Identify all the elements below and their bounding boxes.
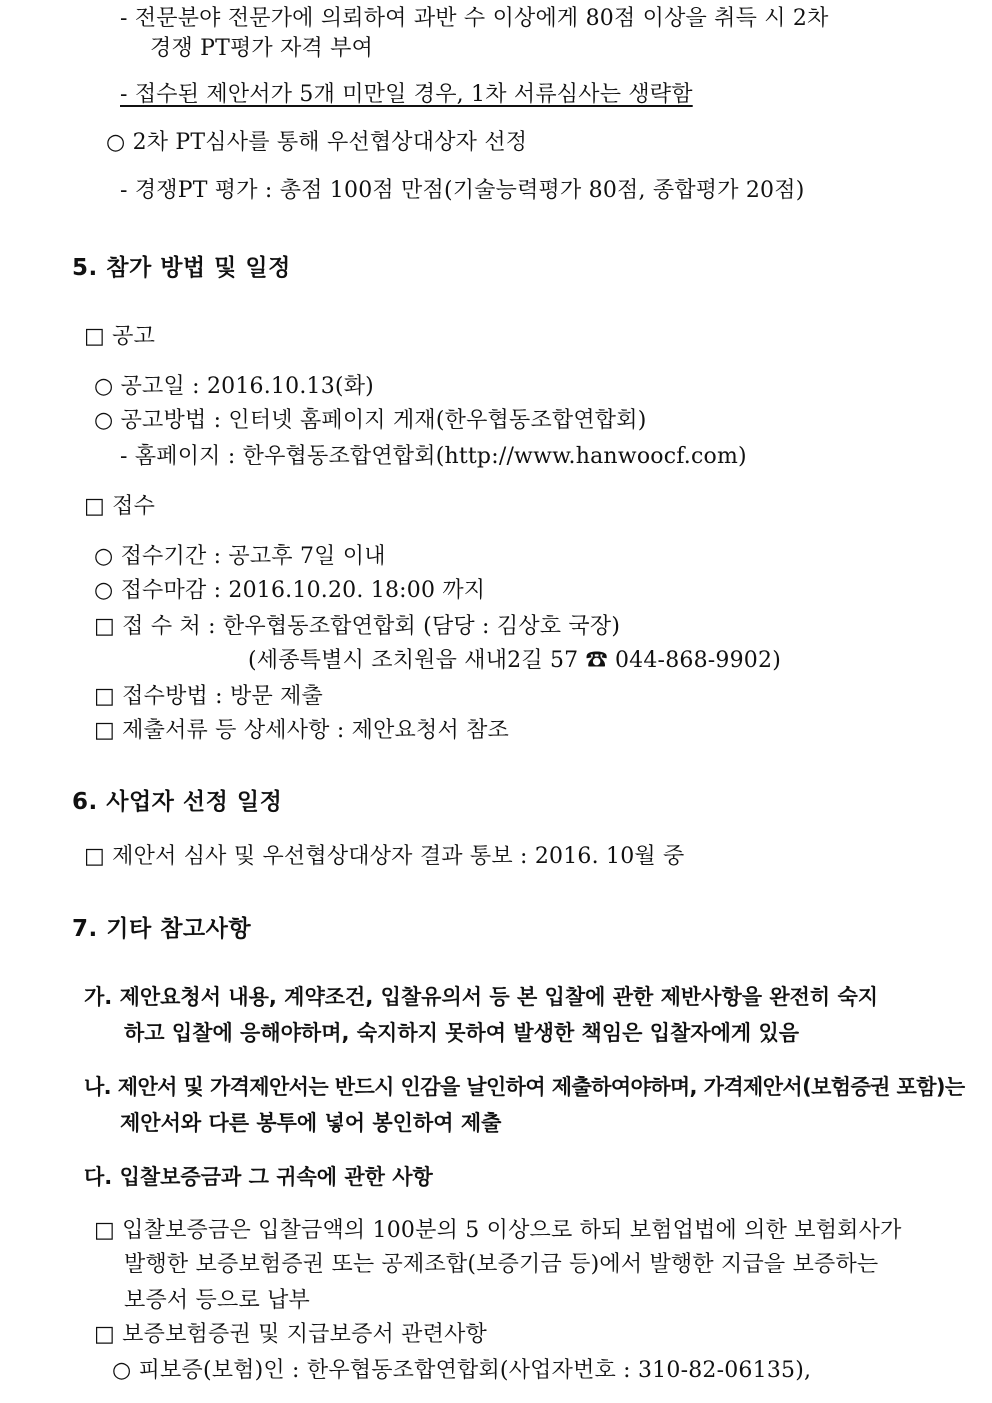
note-da-heading: 다. 입찰보증금과 그 귀속에 관한 사항 — [84, 1165, 433, 1189]
notice-date: ○ 공고일 : 2016.10.13(화) — [94, 374, 374, 399]
insured-party-line: ○ 피보증(보험)인 : 한우협동조합연합회(사업자번호 : 310-82-06135), — [112, 1358, 812, 1383]
receipt-deadline: ○ 접수마감 : 2016.10.20. 18:00 까지 — [94, 578, 486, 603]
document-review-skip-note — [120, 80, 693, 110]
document-review-skip-text: - 접수된 제안서가 5개 미만일 경우, 1차 서류심사는 생략함 — [120, 82, 693, 107]
bid-bond-line-3: 보증서 등으로 납부 — [124, 1288, 311, 1313]
receipt-place: □ 접 수 처 : 한우협동조합연합회 (담당 : 김상호 국장) — [94, 614, 621, 639]
note-ga-line-2: 하고 입찰에 응해야하며, 숙지하지 못하여 발생한 책임은 입찰자에게 있음 — [124, 1021, 800, 1045]
guarantee-related-title: □ 보증보험증권 및 지급보증서 관련사항 — [94, 1322, 487, 1347]
eval-criteria-line-1: - 전문분야 전문가에 의뢰하여 과반 수 이상에게 80점 이상을 취득 시 2차 — [120, 6, 829, 31]
notice-title: □ 공고 — [84, 324, 156, 349]
note-ga-line-1: 가. 제안요청서 내용, 계약조건, 입찰유의서 등 본 입찰에 관한 제반사항을 완전히 숙지 — [84, 985, 879, 1009]
bid-bond-line-1: □ 입찰보증금은 입찰금액의 100분의 5 이상으로 하되 보험업법에 의한 보험회사가 — [94, 1218, 902, 1243]
receipt-docs: □ 제출서류 등 상세사항 : 제안요청서 참조 — [94, 718, 509, 743]
eval-criteria-line-2: 경쟁 PT평가 자격 부여 — [150, 36, 374, 61]
section-6-heading: 6. 사업자 선정 일정 — [72, 789, 283, 815]
selection-schedule-item: □ 제안서 심사 및 우선협상대상자 결과 통보 : 2016. 10월 중 — [84, 844, 685, 869]
receipt-method: □ 접수방법 : 방문 제출 — [94, 684, 323, 709]
pt-score-line: - 경쟁PT 평가 : 총점 100점 만점(기술능력평가 80점, 종합평가 20점) — [120, 178, 805, 203]
receipt-period: ○ 접수기간 : 공고후 7일 이내 — [94, 544, 386, 569]
notice-method: ○ 공고방법 : 인터넷 홈페이지 게재(한우협동조합연합회) — [94, 408, 647, 433]
receipt-address: (세종특별시 조치원읍 새내2길 57 ☎ 044-868-9902) — [248, 648, 781, 673]
bid-bond-line-2: 발행한 보증보험증권 또는 공제조합(보증기금 등)에서 발행한 지급을 보증하는 — [124, 1252, 879, 1277]
receipt-title: □ 접수 — [84, 494, 156, 519]
section-5-heading: 5. 참가 방법 및 일정 — [72, 255, 291, 281]
note-na-line-1: 나. 제안서 및 가격제안서는 반드시 인감을 날인하여 제출하여야하며, 가격제안서(보험증권 포함)는 — [84, 1075, 965, 1099]
pt-review-item: ○ 2차 PT심사를 통해 우선협상대상자 선정 — [106, 130, 528, 155]
note-na-line-2: 제안서와 다른 봉투에 넣어 봉인하여 제출 — [120, 1111, 502, 1135]
notice-homepage: - 홈페이지 : 한우협동조합연합회(http://www.hanwoocf.com) — [120, 444, 747, 469]
section-7-heading: 7. 기타 참고사항 — [72, 916, 252, 942]
